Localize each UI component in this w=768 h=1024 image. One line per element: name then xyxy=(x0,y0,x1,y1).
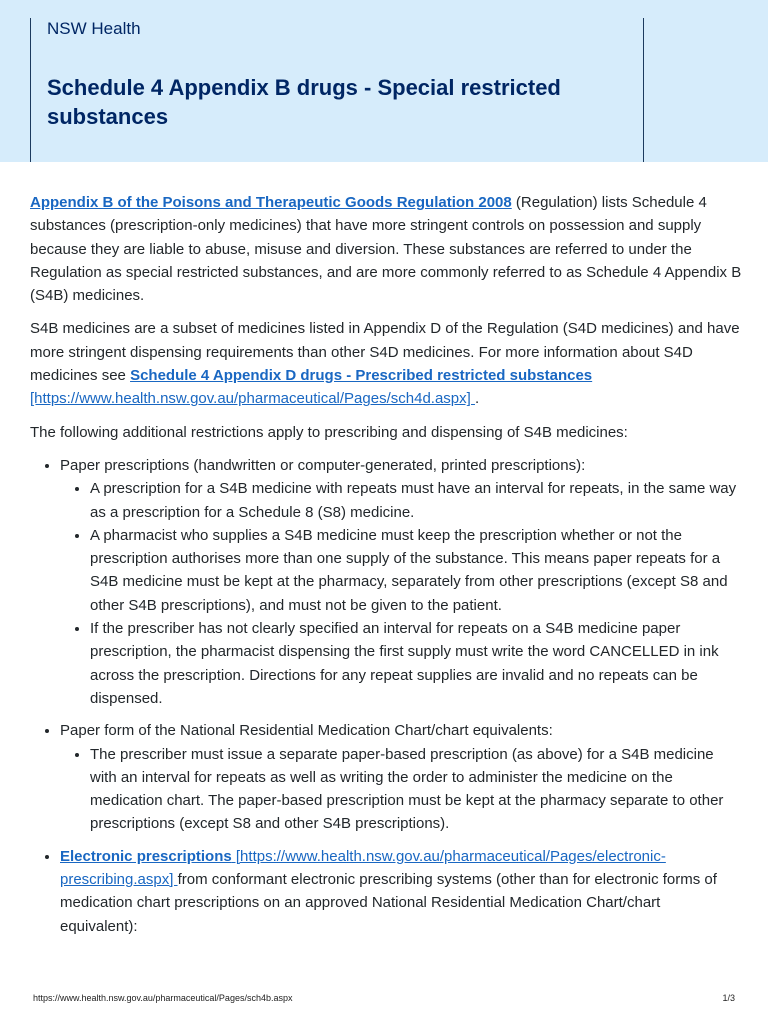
header-right-rule xyxy=(643,18,644,162)
electronic-prescriptions-url[interactable]: [https://www.health.nsw.gov.au/pharmaceutical/Pages/electronic-prescribing.aspx] xyxy=(60,847,666,889)
sub-list-item: • A pharmacist who supplies a S4B medicine must keep the prescription whether or not the prescription authorises more than one supply of the substance. This means paper repeats for a S4B medicine must be kept at the pharmacy, separately from other prescriptions (except S8 and other S4B prescriptions), and must not be given to the patient. xyxy=(90,524,742,617)
list-item-medication-chart xyxy=(60,719,742,835)
list-item-label: Paper prescriptions (handwritten or computer-generated, printed prescriptions): xyxy=(60,456,586,474)
header-left-rule xyxy=(30,18,31,162)
footer-page-number: 1/3 xyxy=(722,993,735,1003)
s4d-end: . xyxy=(474,390,480,408)
footer-url: https://www.health.nsw.gov.au/pharmaceutical/Pages/sch4b.aspx xyxy=(33,993,293,1003)
list-item-label: Paper form of the National Residential Medication Chart/chart equivalents: xyxy=(60,722,553,740)
sub-list-item: • If the prescriber has not clearly specified an interval for repeats on a S4B medicine paper prescription, the pharmacist dispensing the first supply must write the word CANCELLED in ink across the prescription. Directions for any repeat supplies are invalid and no repeats can be dispensed. xyxy=(90,617,742,710)
page-title: Schedule 4 Appendix B drugs - Special restricted substances xyxy=(47,75,561,129)
electronic-prescriptions-link[interactable]: Electronic prescriptions xyxy=(60,847,232,865)
restrictions-intro: The following additional restrictions apply to prescribing and dispensing of S4B medicines: xyxy=(30,423,628,441)
electronic-prescriptions-text: from conformant electronic prescribing systems (other than for electronic forms of medication chart prescriptions on an approved National Residential Medication Chart/chart equivalent): xyxy=(60,871,717,935)
main-content xyxy=(30,191,742,947)
list-item-paper-prescriptions xyxy=(60,454,742,710)
page-header xyxy=(0,0,768,162)
list-item-electronic-prescriptions xyxy=(60,845,742,938)
intro-paragraph xyxy=(30,191,742,307)
schedule-4-appendix-d-link[interactable]: Schedule 4 Appendix D drugs - Prescribed restricted substances xyxy=(130,367,593,385)
sub-list-item: • A prescription for a S4B medicine with repeats must have an interval for repeats, in the same way as a prescription for a Schedule 8 (S8) medicine. xyxy=(90,477,742,524)
intro-text: (Regulation) lists Schedule 4 substances (prescription-only medicines) that have more stringent controls on possession and supply because they are liable to abuse, misuse and diversion. These substances are referred to under the Regulation as special restricted substances, and are more commonly referred to as Schedule 4 Appendix B (S4B) medicines. xyxy=(30,194,742,305)
paper-prescriptions-sublist xyxy=(60,477,742,710)
sub-list-item: • The prescriber must issue a separate paper-based prescription (as above) for a S4B medicine with an interval for repeats as well as writing the order to administer the medicine on the medication chart. The paper-based prescription must be kept at the pharmacy separate to other prescriptions (except S8 and other S4B prescriptions). xyxy=(90,743,742,836)
schedule-4-appendix-d-url[interactable]: [https://www.health.nsw.gov.au/pharmaceutical/Pages/sch4d.aspx] xyxy=(30,390,475,408)
s4d-text: S4B medicines are a subset of medicines listed in Appendix D of the Regulation (S4D medicines) and have more stringent dispensing requirements than other S4D medicines. For more information about S4D medicines see xyxy=(30,320,740,385)
appendix-b-regulation-link[interactable]: Appendix B of the Poisons and Therapeutic Goods Regulation 2008 xyxy=(30,194,512,211)
medication-chart-sublist xyxy=(60,743,742,836)
restrictions-list xyxy=(30,454,742,938)
s4d-paragraph xyxy=(30,317,742,410)
site-name[interactable]: NSW Health xyxy=(47,19,141,38)
